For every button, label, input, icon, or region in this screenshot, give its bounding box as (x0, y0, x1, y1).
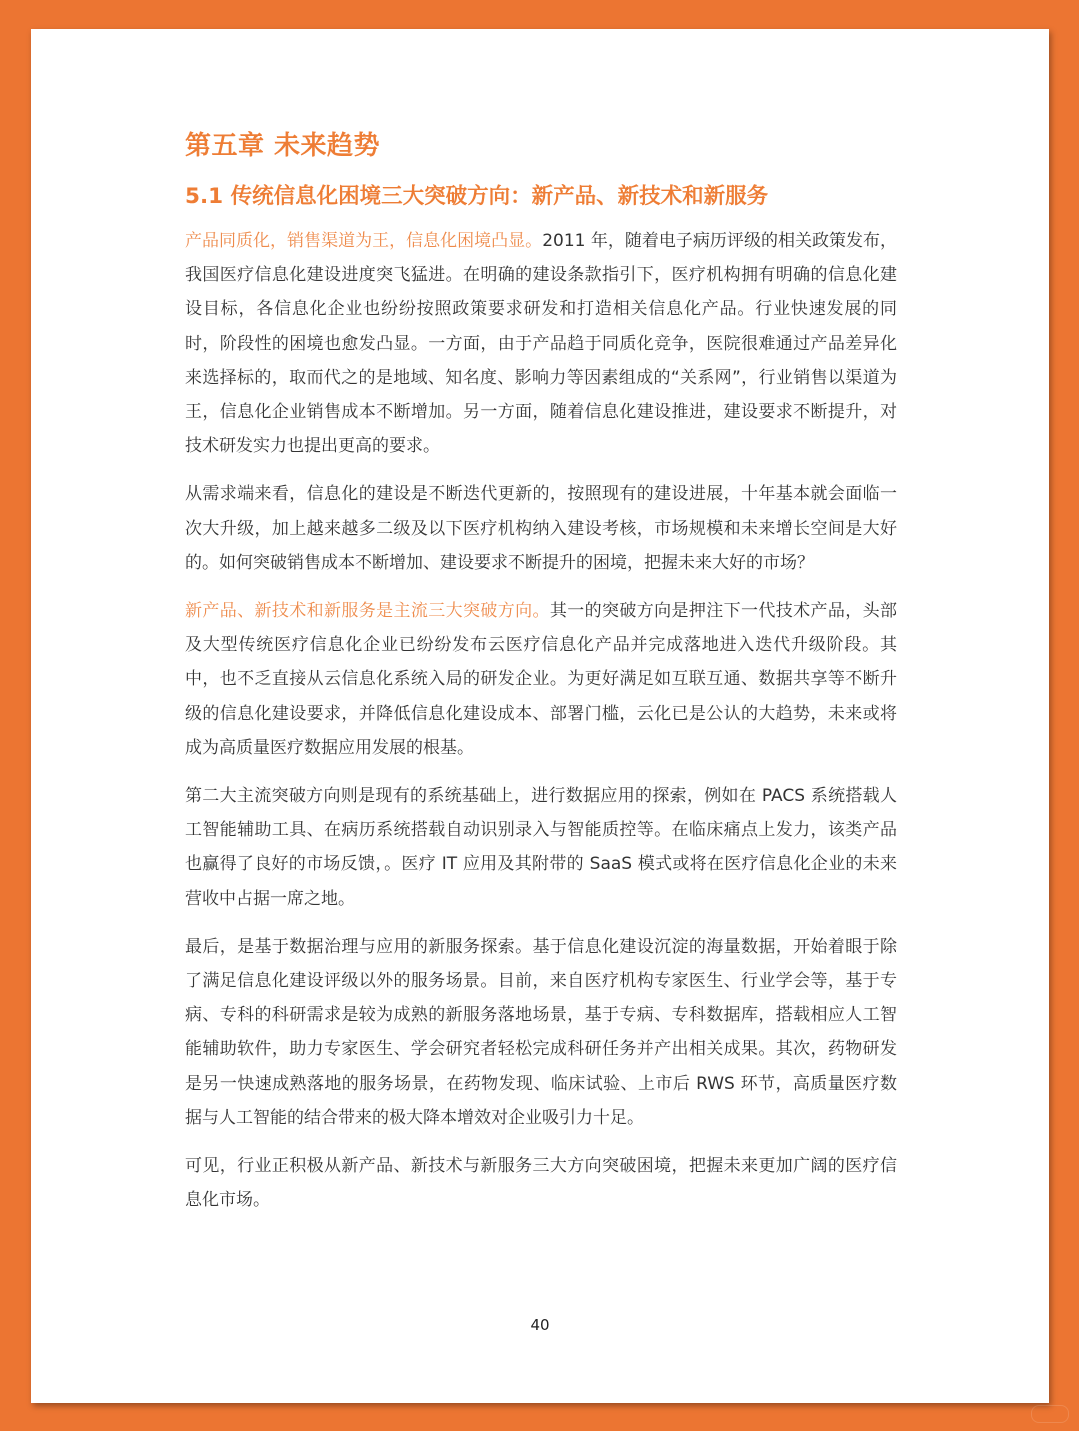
page-number: 40 (530, 1316, 550, 1334)
paragraph-5-text: 最后，是基于数据治理与应用的新服务探索。基于信息化建设沉淀的海量数据，开始着眼于除了满足信息化建设评级以外的服务场景。目前，来自医疗机构专家医生、行业学会等，基于专病、专科的科研需求是较为成熟的新服务落地场景，基于专病、专科数据库，搭载相应人工智能辅助软件，助力专家医生、学会研究者轻松完成科研任务并产出相关成果。其次，药物研发是另一快速成熟落地的服务场景，在药物发现、临床试验、上市后 RWS 环节，高质量医疗数据与人工智能的结合带来的极大降本增效对企业吸引力十足。 (185, 936, 897, 1128)
paragraph-5 (185, 930, 897, 1135)
paragraph-3-text: 其一的突破方向是押注下一代技术产品，头部及大型传统医疗信息化企业已纷纷发布云医疗信息化产品并完成落地进入迭代升级阶段。其中，也不乏直接从云信息化系统入局的研发企业。为更好满足如互联互通、数据共享等不断升级的信息化建设要求，并降低信息化建设成本、部署门槛，云化已是公认的大趋势，未来或将成为高质量医疗数据应用发展的根基。 (185, 601, 897, 758)
paragraph-2-text: 从需求端来看，信息化的建设是不断迭代更新的，按照现有的建设进展，十年基本就会面临一次大升级，加上越来越多二级及以下医疗机构纳入建设考核，市场规模和未来增长空间是大好的。如何突破销售成本不断增加、建设要求不断提升的困境，把握未来大好的市场？ (185, 484, 897, 573)
paragraph-1-lead: 产品同质化，销售渠道为王，信息化困境凸显。 (185, 231, 543, 251)
paragraph-4 (185, 779, 897, 916)
paragraph-3-lead: 新产品、新技术和新服务是主流三大突破方向。 (185, 601, 550, 622)
document-page (31, 29, 1049, 1403)
section-title: 5.1 传统信息化困境三大突破方向：新产品、新技术和新服务 (185, 184, 769, 209)
watermark-logo-icon (1031, 1405, 1069, 1423)
paragraph-6-text: 可见，行业正积极从新产品、新技术与新服务三大方向突破困境，把握未来更加广阔的医疗信息化市场。 (185, 1156, 897, 1211)
paragraph-3 (185, 594, 897, 765)
paragraph-1 (185, 224, 897, 463)
chapter-title: 第五章 未来趋势 (185, 131, 381, 161)
page-content (185, 125, 897, 1231)
paragraph-4-text: 第二大主流突破方向则是现有的系统基础上，进行数据应用的探索，例如在 PACS 系统搭载人工智能辅助工具、在病历系统搭载自动识别录入与智能质控等。在临床痛点上发力，该类产品也赢得了良好的市场反馈，。医疗 IT 应用及其附带的 SaaS 模式或将在医疗信息化企业的未来营收中占据一席之地。 (185, 786, 897, 909)
paragraph-2 (185, 477, 897, 580)
paragraph-6 (185, 1149, 897, 1217)
paragraph-1-text: 2011 年，随着电子病历评级的相关政策发布，我国医疗信息化建设进度突飞猛进。在明确的建设条款指引下，医疗机构拥有明确的信息化建设目标，各信息化企业也纷纷按照政策要求研发和打造相关信息化产品。行业快速发展的同时，阶段性的困境也愈发凸显。一方面，由于产品趋于同质化竞争，医院很难通过产品差异化来选择标的，取而代之的是地域、知名度、影响力等因素组成的“关系网”，行业销售以渠道为王，信息化企业销售成本不断增加。另一方面，随着信息化建设推进，建设要求不断提升，对技术研发实力也提出更高的要求。 (185, 231, 898, 457)
